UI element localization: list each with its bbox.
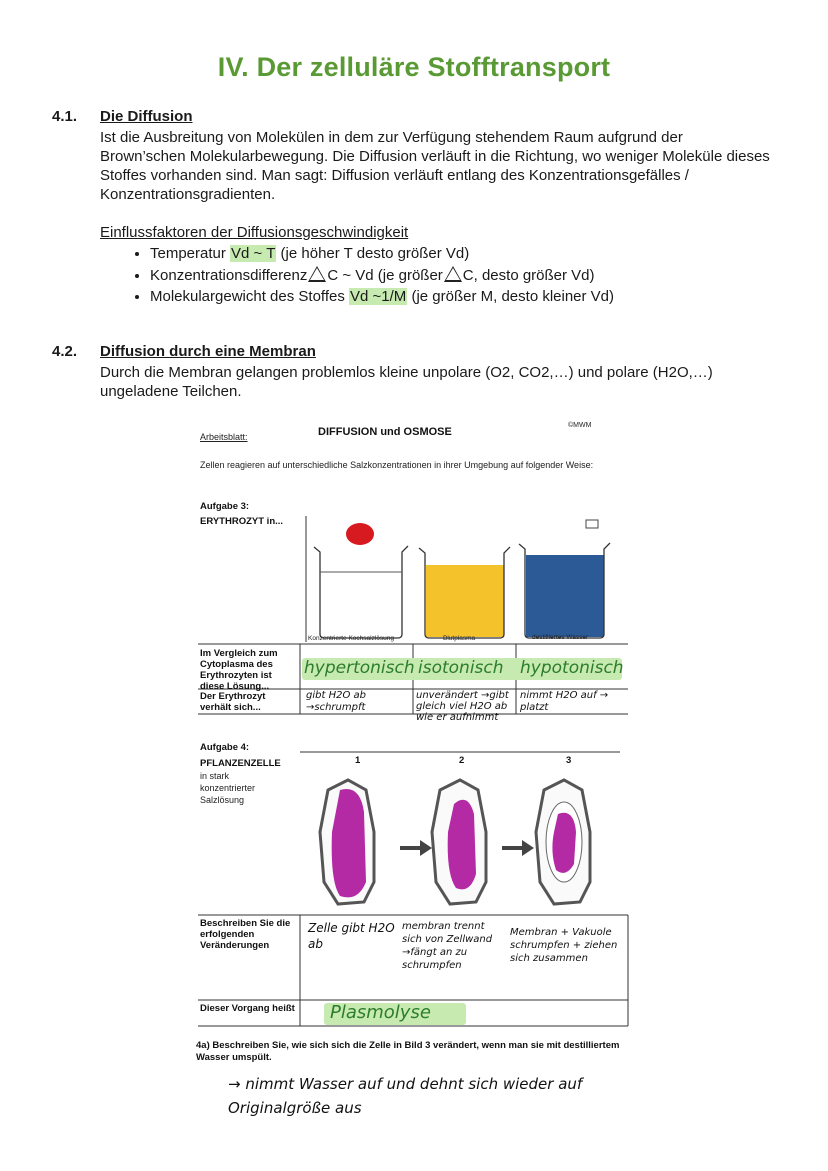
hand-isotonic: isotonisch (418, 658, 504, 678)
beaker-3-label: destilliertes Wasser (532, 634, 589, 641)
plant-cell-2-icon (432, 780, 486, 904)
camera-icon (586, 520, 598, 528)
beaker-water-icon (519, 543, 610, 638)
row-2-label: Der Erythrozyt verhält sich... (200, 691, 266, 713)
section-heading-diffusion: Die Diffusion (100, 108, 193, 125)
hand-describe-1: Zelle gibt H2O ab (308, 921, 395, 951)
erythrocyte-heading: ERYTHROZYT in... (200, 516, 284, 527)
hand-row2-col1: gibt H2O ab →schrumpft (306, 690, 366, 713)
cell-number-2: 2 (459, 755, 465, 766)
process-label: Dieser Vorgang heißt (200, 1003, 295, 1014)
hand-row2-col3: nimmt H2O auf → platzt (520, 690, 609, 713)
delta-icon (308, 266, 326, 282)
worksheet (188, 412, 648, 1132)
cell-number-1: 1 (355, 755, 361, 766)
hand-hypotonic: hypotonisch (520, 658, 624, 678)
worksheet-title: DIFFUSION und OSMOSE (318, 426, 452, 438)
diffusion-definition: Ist die Ausbreitung von Molekülen in dem zur Verfügung stehendem Raum aufgrund der Brown’schen Molekularbewegung. Die Diffusion verläuft in die Richtung, wo weniger Moleküle dieses Stoffes vorhanden sind. Man sagt: Diffusion verläuft entlang des Konzentrationsgefälles / Konzentrationsgradienten. (100, 129, 770, 203)
delta-icon (444, 266, 462, 282)
arrow-icon (502, 840, 534, 856)
section-heading-membrane: Diffusion durch eine Membran (100, 343, 316, 360)
beaker-2-label: Blutplasma (443, 635, 476, 642)
factors-list (100, 243, 614, 307)
plant-cell-1-icon (320, 780, 374, 904)
plant-cell-subtitle: in stark konzentrierter Salzlösung (200, 771, 256, 805)
plant-cell-heading: PFLANZENZELLE (200, 758, 281, 769)
plant-cell-3-icon (536, 780, 590, 904)
factors-heading: Einflussfaktoren der Diffusionsgeschwindigkeit (100, 224, 409, 241)
page-title: IV. Der zelluläre Stofftransport (217, 52, 611, 82)
worksheet-label: Arbeitsblatt: (200, 432, 248, 442)
describe-label: Beschreiben Sie die erfolgenden Veränderungen (200, 918, 291, 951)
task-4: Aufgabe 4: (200, 742, 250, 753)
hand-describe-2: membran trennt sich von Zellwand →fängt an zu schrumpfen (402, 921, 493, 971)
hand-hypertonic: hypertonisch (304, 658, 415, 678)
highlight-vd-1-m: Vd ~1/M (350, 288, 407, 305)
factor-concentration: • Konzentrationsdifferenz C ~ Vd (je größer C, desto größer Vd) (150, 264, 614, 286)
factor-temperature: • Temperatur Vd ~ T (je höher T desto größer Vd) (150, 243, 614, 264)
task-3: Aufgabe 3: (200, 501, 250, 512)
highlight-vd-t: Vd ~ T (231, 245, 276, 262)
beaker-plasma-icon (419, 547, 510, 638)
beaker-1-label: Konzentrierte Kochsalzlösung (308, 635, 394, 642)
beaker-salt-icon (314, 546, 408, 638)
hand-row2-col2: unverändert →gibt gleich viel H2O ab wie er aufnimmt (416, 690, 509, 723)
section-number-4-2: 4.2. (52, 343, 78, 360)
section-number-4-1: 4.1. (52, 108, 78, 125)
row-1-label: Im Vergleich zum Cytoplasma des Erythrozyten ist diese Lösung... (200, 648, 278, 692)
cell-number-3: 3 (566, 755, 572, 766)
arrow-icon (400, 840, 432, 856)
question-4a: 4a) Beschreiben Sie, wie sich sich die Zelle in Bild 3 verändert, wenn man sie mit destilliertem Wasser umspült. (196, 1040, 620, 1063)
worksheet-copyright: ©MWM (568, 422, 592, 429)
worksheet-intro: Zellen reagieren auf unterschiedliche Salzkonzentrationen in ihrer Umgebung auf folgender Weise: (200, 460, 594, 470)
membrane-text: Durch die Membran gelangen problemlos kleine unpolare (O2, CO2,…) und polare (H2O,…) ungeladene Teilchen. (100, 364, 713, 400)
factor-molecular-weight: • Molekulargewicht des Stoffes Vd ~1/M (je größer M, desto kleiner Vd) (150, 286, 614, 307)
hand-describe-3: Membran + Vakuole schrumpfen + ziehen sich zusammen (510, 927, 618, 964)
hand-plasmolysis: Plasmolyse (330, 1002, 431, 1023)
erythrocyte-icon (346, 523, 374, 545)
hand-answer-4a: → nimmt Wasser auf und dehnt sich wieder auf Originalgröße aus (228, 1075, 583, 1117)
